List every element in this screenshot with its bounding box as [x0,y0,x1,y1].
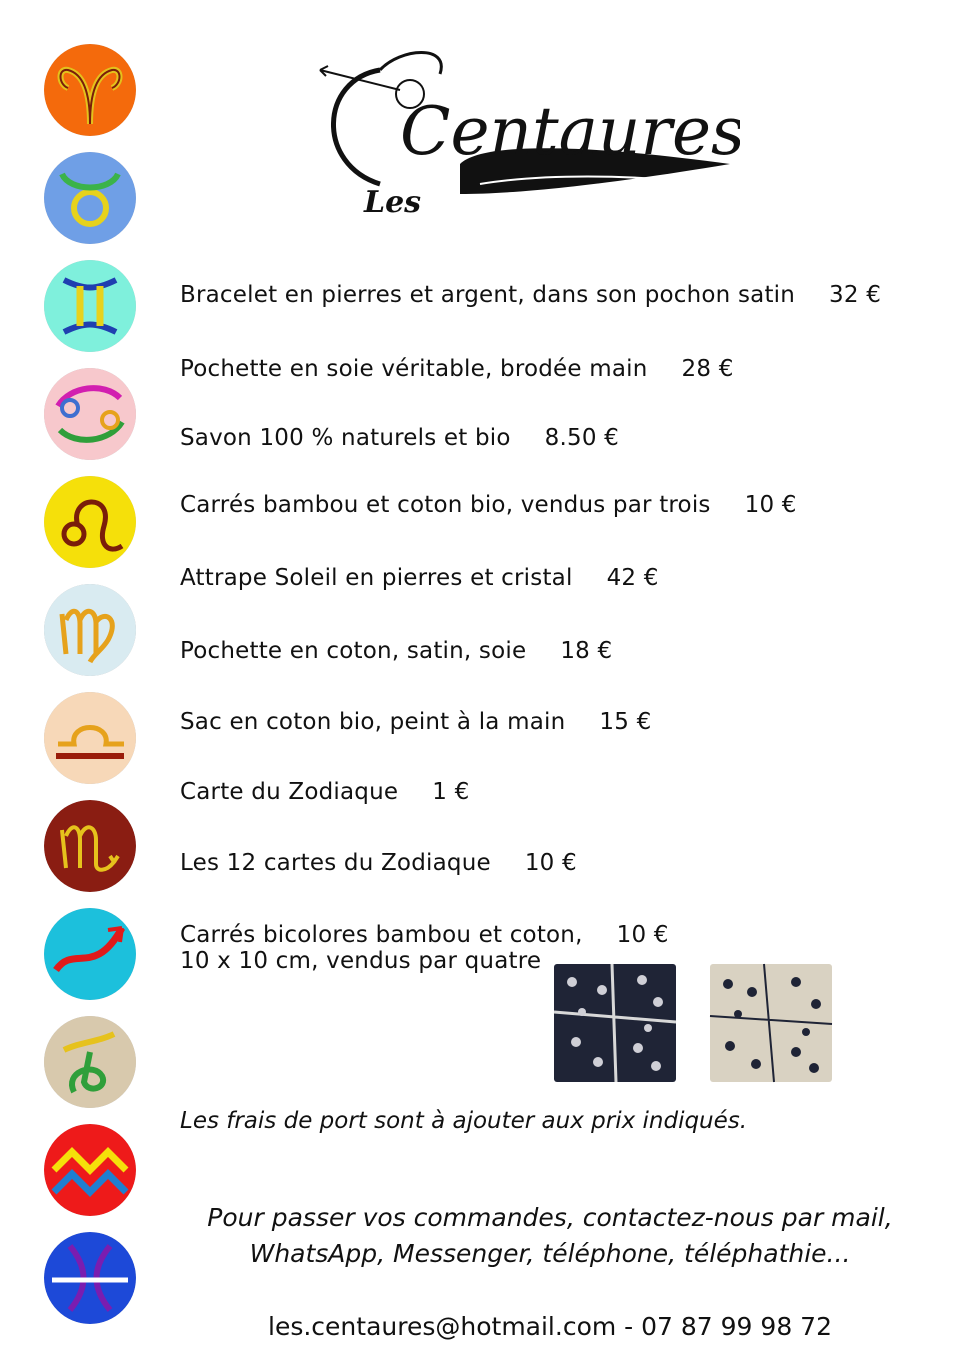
contact-line-1: Pour passer vos commandes, contactez-nous par mail, [207,1203,893,1232]
item-label-line2: 10 x 10 cm, vendus par quatre [180,948,542,974]
leo-icon [44,476,136,568]
libra-icon [44,692,136,784]
scorpio-icon [44,800,136,892]
item-price: 18 € [560,638,613,664]
item-price: 15 € [599,709,652,735]
brand-name: Centaures [400,93,740,170]
item-price: 32 € [829,282,882,308]
aries-icon [44,44,136,136]
item-price: 10 € [524,850,577,876]
item-label: Attrape Soleil en pierres et cristal [180,565,573,591]
item-bracelet [180,282,881,308]
photo-dark-squares [552,962,678,1084]
item-label: Carrés bicolores bambou et coton, [180,922,583,948]
taurus-icon [44,152,136,244]
shipping-note: Les frais de port sont à ajouter aux prix indiqués. [180,1108,748,1134]
item-label: Carte du Zodiaque [180,779,399,805]
item-label: Pochette en coton, satin, soie [180,638,527,664]
item-sac [180,709,651,735]
contact-email-phone[interactable]: les.centaures@hotmail.com - 07 87 99 98 72 [268,1312,832,1341]
photo-light-squares [708,962,834,1084]
item-12-cartes [180,850,577,876]
item-price: 10 € [616,922,669,948]
item-pochette-coton [180,638,612,664]
brand-logo [310,34,740,224]
gemini-icon [44,260,136,352]
item-carres-bambou [180,492,797,518]
item-label: Savon 100 % naturels et bio [180,425,511,451]
item-label: Les 12 cartes du Zodiaque [180,850,491,876]
item-price: 42 € [606,565,659,591]
capricorn-icon [44,1016,136,1108]
brand-prefix: Les [364,185,422,220]
item-carte [180,779,469,805]
item-label: Bracelet en pierres et argent, dans son pochon satin [180,282,796,308]
item-pochette-soie [180,356,734,382]
item-price: 1 € [432,779,470,805]
item-price: 28 € [681,356,734,382]
sagittarius-icon [44,908,136,1000]
item-label: Pochette en soie véritable, brodée main [180,356,648,382]
item-attrape-soleil [180,565,659,591]
item-price: 10 € [744,492,797,518]
cancer-icon [44,368,136,460]
aquarius-icon [44,1124,136,1216]
contact-line-2: WhatsApp, Messenger, téléphone, téléphathie... [249,1239,851,1268]
item-savon [180,425,619,451]
pisces-icon [44,1232,136,1324]
item-label: Sac en coton bio, peint à la main [180,709,566,735]
item-label: Carrés bambou et coton bio, vendus par trois [180,492,711,518]
contact-block [150,1200,950,1272]
virgo-icon [44,584,136,676]
item-price: 8.50 € [544,425,619,451]
